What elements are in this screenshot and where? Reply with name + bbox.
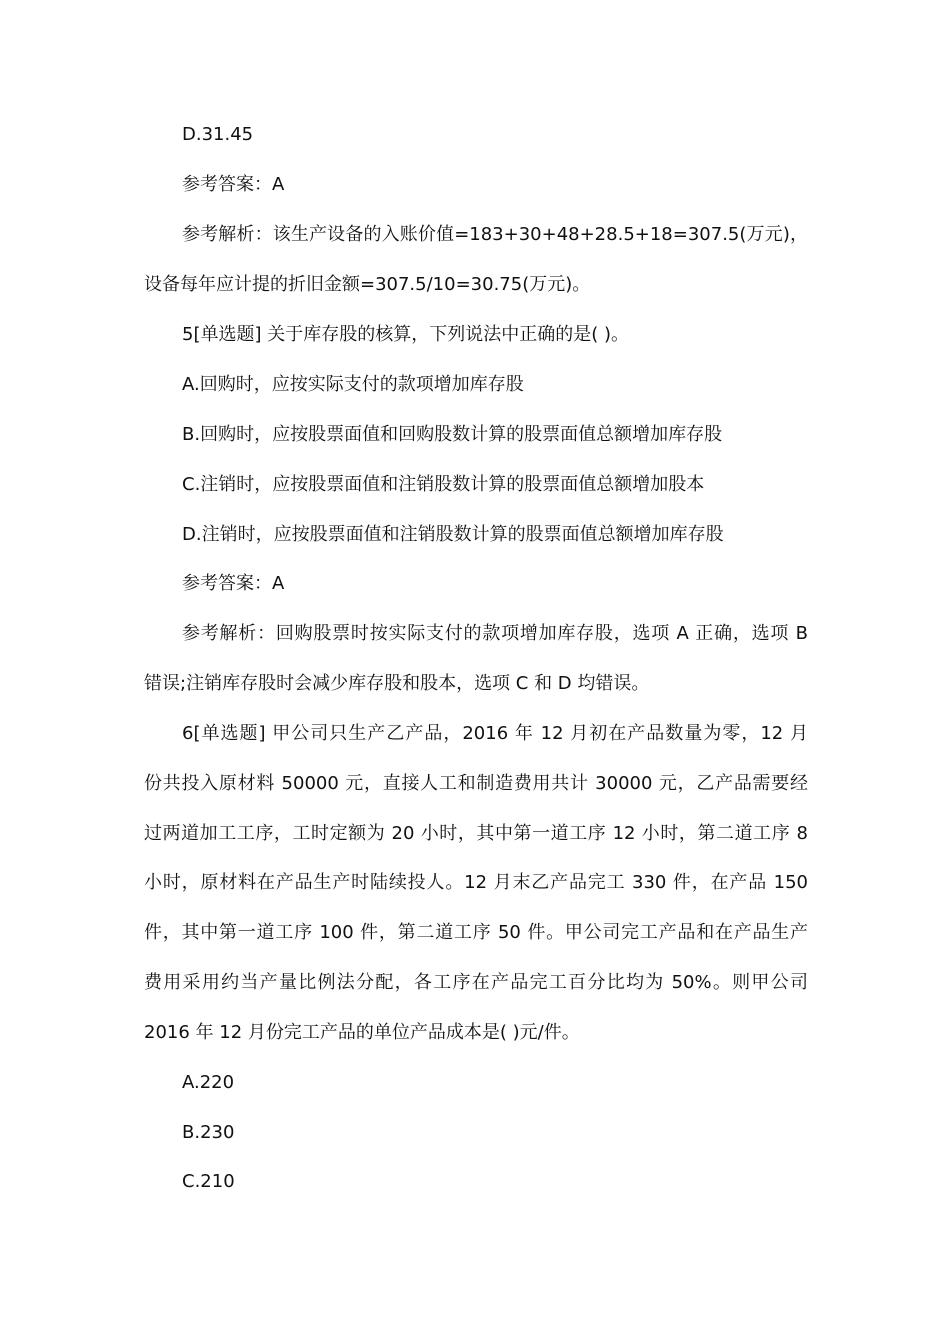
q5-analysis-line: 错误;注销库存股时会减少库存股和股本，选项 C 和 D 均错误。 [144, 673, 650, 694]
q6-option-c: C.210 [182, 1171, 235, 1192]
q5-answer: 参考答案：A [182, 573, 285, 594]
q4-analysis-line: 设备每年应计提的折旧金额=307.5/10=30.75(万元)。 [144, 274, 591, 295]
q6-stem-line: 费用采用约当产量比例法分配，各工序在产品完工百分比均为 50%。则甲公司 [144, 972, 808, 993]
q6-stem-line: 2016 年 12 月份完工产品的单位产品成本是( )元/件。 [144, 1022, 580, 1043]
q5-option-a: A.回购时，应按实际支付的款项增加库存股 [182, 374, 524, 395]
q6-stem-line: 份共投入原材料 50000 元，直接人工和制造费用共计 30000 元，乙产品需要经 [144, 773, 808, 794]
q5-analysis-line: 参考解析：回购股票时按实际支付的款项增加库存股，选项 A 正确，选项 B [182, 623, 808, 644]
q5-stem: 5[单选题] 关于库存股的核算，下列说法中正确的是( )。 [182, 324, 629, 345]
q5-option-b: B.回购时，应按股票面值和回购股数计算的股票面值总额增加库存股 [182, 424, 723, 445]
q4-answer: 参考答案：A [182, 174, 285, 195]
q6-stem-line: 6[单选题] 甲公司只生产乙产品，2016 年 12 月初在产品数量为零，12 月 [182, 723, 808, 744]
q4-analysis-line: 参考解析：该生产设备的入账价值=183+30+48+28.5+18=307.5(万元)， [182, 224, 808, 245]
q5-option-c: C.注销时，应按股票面值和注销股数计算的股票面值总额增加股本 [182, 474, 705, 495]
q5-option-d: D.注销时，应按股票面值和注销股数计算的股票面值总额增加库存股 [182, 524, 724, 545]
q6-stem-line: 小时，原材料在产品生产时陆续投人。12 月末乙产品完工 330 件，在产品 150 [144, 872, 808, 893]
q6-stem-line: 过两道加工工序，工时定额为 20 小时，其中第一道工序 12 小时，第二道工序 8 [144, 823, 808, 844]
q6-option-a: A.220 [182, 1072, 235, 1093]
q4-option-d: D.31.45 [182, 124, 254, 145]
q6-option-b: B.230 [182, 1122, 235, 1143]
q6-stem-line: 件，其中第一道工序 100 件，第二道工序 50 件。甲公司完工产品和在产品生产 [144, 922, 808, 943]
